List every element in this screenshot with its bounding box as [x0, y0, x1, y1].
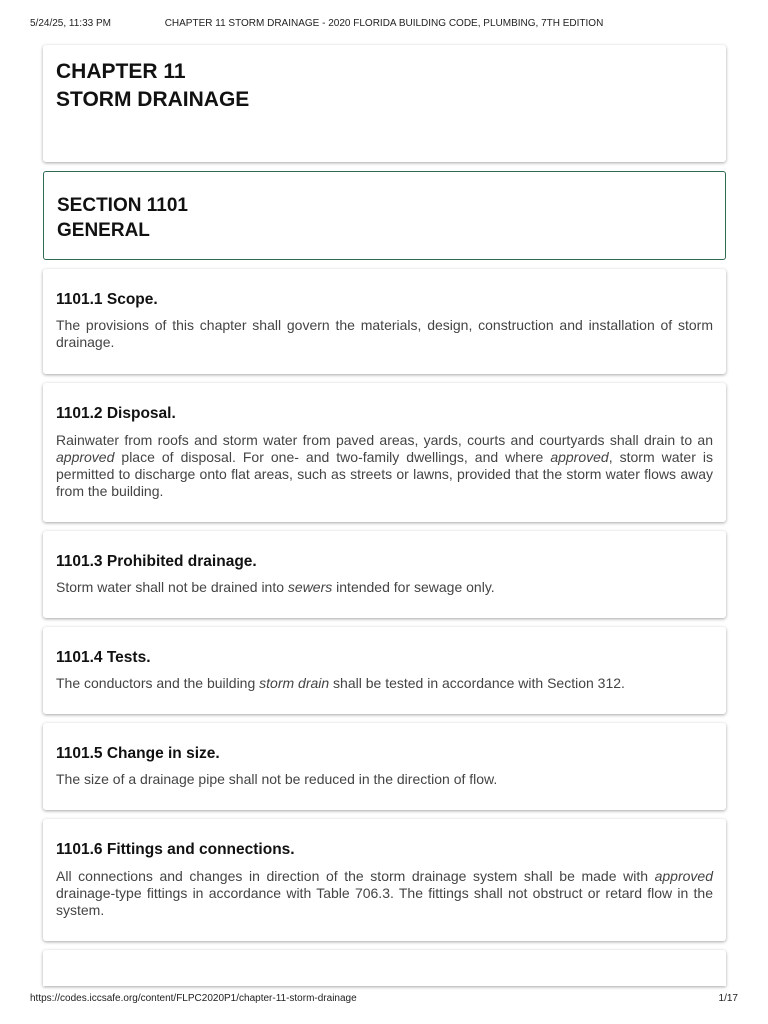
source-url: https://codes.iccsafe.org/content/FLPC2020P1/chapter-11-storm-drainage: [30, 993, 357, 1004]
subsection-card-1101-2: [43, 383, 726, 522]
print-footer: [30, 993, 738, 1007]
subsection-text: Storm water shall not be drained into sewers intended for sewage only.: [56, 579, 495, 595]
subsection-card-1101-1: [43, 269, 726, 374]
chapter-card: [43, 45, 726, 162]
defined-term: approved: [654, 868, 713, 884]
subsection-heading: 1101.4 Tests.: [56, 649, 151, 666]
subsection-text: The size of a drainage pipe shall not be reduced in the direction of flow.: [56, 771, 498, 787]
subsection-heading: 1101.6 Fittings and connections.: [56, 841, 295, 858]
subsection-heading: 1101.5 Change in size.: [56, 745, 220, 762]
chapter-title: [56, 58, 713, 114]
subsection-card-1101-6: [43, 819, 726, 941]
subsection-text: Rainwater from roofs and storm water from paved areas, yards, courts and courtyards shall drain to an approved place of disposal. For one- and two-family dwellings, and where approved, storm water is permitted to discharge onto flat areas, such as streets or lawns, provided that the storm water flows away from the building.: [56, 432, 714, 499]
chapter-name: STORM DRAINAGE: [56, 88, 250, 111]
print-date: 5/24/25, 11:33 PM: [30, 18, 111, 29]
subsection-card-1101-3: [43, 531, 726, 618]
chapter-number: CHAPTER 11: [56, 60, 186, 83]
next-card-partial: [43, 950, 726, 986]
section-number: SECTION 1101: [57, 195, 188, 216]
defined-term: sewers: [287, 579, 333, 595]
section-card: [43, 171, 726, 260]
subsection-text: The conductors and the building storm drain shall be tested in accordance with Section 312.: [56, 675, 625, 691]
print-header: [30, 18, 738, 32]
page-number: 1/17: [718, 993, 738, 1004]
defined-term: approved: [56, 449, 115, 465]
subsection-card-1101-4: [43, 627, 726, 714]
defined-term: storm drain: [259, 675, 330, 691]
section-name: GENERAL: [57, 220, 150, 241]
subsection-heading: 1101.3 Prohibited drainage.: [56, 553, 257, 570]
subsection-heading: 1101.2 Disposal.: [56, 405, 176, 422]
subsection-card-1101-5: [43, 723, 726, 810]
subsection-text: The provisions of this chapter shall govern the materials, design, construction and installation of storm drainage.: [56, 317, 713, 350]
defined-term: approved: [550, 449, 609, 465]
print-document-title: CHAPTER 11 STORM DRAINAGE - 2020 FLORIDA BUILDING CODE, PLUMBING, 7TH EDITION: [164, 18, 604, 29]
section-title: [57, 193, 712, 243]
subsection-text: All connections and changes in direction of the storm drainage system shall be made with approved drainage-type fittings in accordance with Table 706.3. The fittings shall not obstruct or retard flow in the system.: [56, 868, 713, 918]
subsection-heading: 1101.1 Scope.: [56, 291, 158, 308]
